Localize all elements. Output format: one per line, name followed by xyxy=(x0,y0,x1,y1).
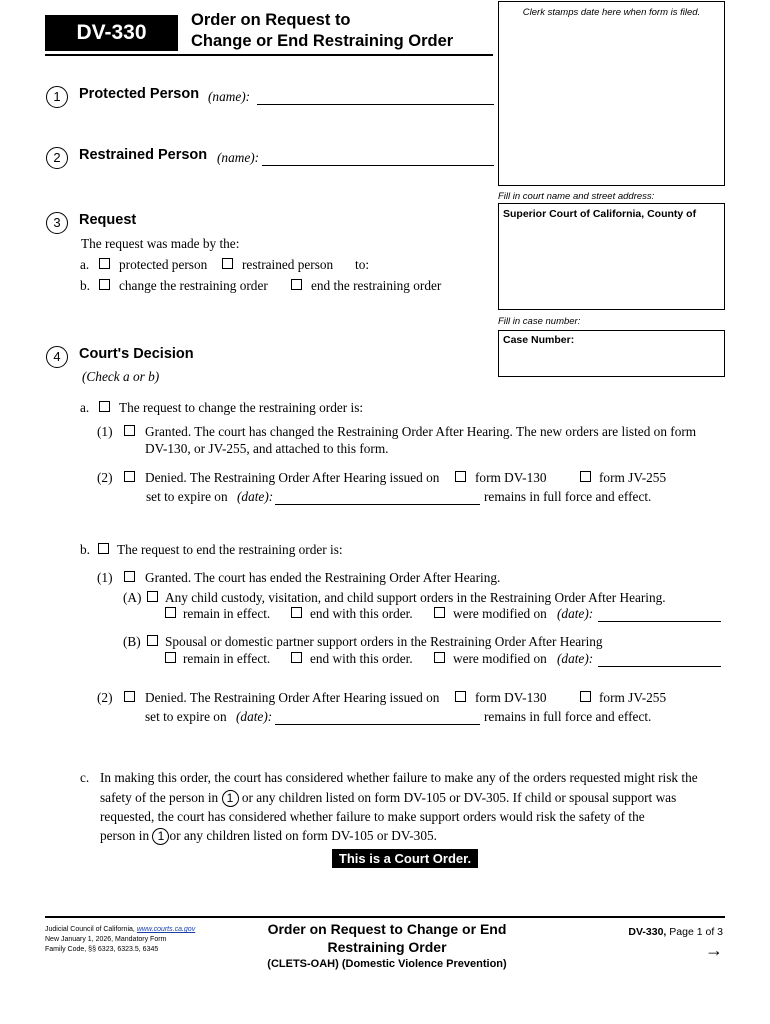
decision-c-line2 xyxy=(100,790,676,807)
decision-bB-end-label: end with this order. xyxy=(310,651,413,666)
protected-person-label: Protected Person xyxy=(79,86,200,102)
decision-b1-granted-text: Granted. The court has ended the Restraining Order After Hearing. xyxy=(145,570,501,585)
court-name-label: Superior Court of California, County of xyxy=(503,208,697,220)
decision-a1-granted-checkbox[interactable] xyxy=(124,425,135,436)
decision-b2-number: (2) xyxy=(97,690,113,705)
decision-a2-dv130-label: form DV-130 xyxy=(475,470,547,485)
footer-revised: New January 1, 2026, Mandatory Form xyxy=(45,936,167,943)
decision-bA-checkbox[interactable] xyxy=(147,591,158,602)
decision-a2-denied-text: Denied. The Restraining Order After Hearing issued on xyxy=(145,470,440,485)
footer-rule xyxy=(45,916,725,918)
protected-person-input[interactable] xyxy=(257,103,494,105)
item-1-reference: 1 xyxy=(222,790,239,807)
decision-a2-jv255-label: form JV-255 xyxy=(599,470,667,485)
form-id-badge: DV-330 xyxy=(45,15,178,51)
item-number-4: 4 xyxy=(46,346,68,368)
decision-b1-granted-checkbox[interactable] xyxy=(124,571,135,582)
decision-a-checkbox[interactable] xyxy=(99,401,110,412)
decision-bB-modified-label: were modified on xyxy=(453,651,547,666)
decision-bA-date-hint: (date): xyxy=(557,606,594,621)
decision-b2-remains: remains in full force and effect. xyxy=(484,709,652,724)
footer-title-line1: Order on Request to Change or End xyxy=(267,921,507,937)
decision-b2-dv130-label: form DV-130 xyxy=(475,690,547,705)
court-order-banner: This is a Court Order. xyxy=(332,849,478,868)
decision-a1-granted-line1: Granted. The court has changed the Restraining Order After Hearing. The new orders are listed on form xyxy=(145,424,697,439)
decision-bB-modified-checkbox[interactable] xyxy=(434,652,445,663)
decision-c-line4-start: person in xyxy=(100,828,150,843)
next-page-arrow-icon[interactable]: → xyxy=(705,940,723,960)
footer-url-link[interactable]: www.courts.ca.gov xyxy=(136,926,196,933)
request-restrained-person-label: restrained person xyxy=(242,257,334,272)
clerk-stamp-box xyxy=(498,1,725,186)
restrained-person-label: Restrained Person xyxy=(79,147,208,163)
request-a-letter: a. xyxy=(80,257,90,272)
clerk-stamp-label: Clerk stamps date here when form is filed. xyxy=(522,7,701,18)
decision-c-line3: requested, the court has considered whether failure to make support orders would risk the safety of the xyxy=(100,809,645,824)
decision-b1-number: (1) xyxy=(97,570,113,585)
decision-b2-expire-label: set to expire on xyxy=(145,709,227,724)
decision-bA-remain-label: remain in effect. xyxy=(183,606,271,621)
courts-decision-subheading: (Check a or b) xyxy=(82,369,160,384)
decision-c-line1: In making this order, the court has considered whether failure to make any of the orders requested might risk the xyxy=(100,770,698,785)
decision-a-letter: a. xyxy=(80,400,90,415)
decision-bB-checkbox[interactable] xyxy=(147,635,158,646)
decision-b2-dv130-checkbox[interactable] xyxy=(455,691,466,702)
decision-c-letter: c. xyxy=(80,770,90,785)
decision-b-checkbox[interactable] xyxy=(98,543,109,554)
decision-b2-jv255-label: form JV-255 xyxy=(599,690,667,705)
decision-bA-label: (A) xyxy=(123,590,142,605)
decision-bB-date-hint: (date): xyxy=(557,651,594,666)
restrained-person-hint: (name): xyxy=(217,150,260,165)
decision-c-line2-start: safety of the person in xyxy=(100,790,219,805)
court-name-caption: Fill in court name and street address: xyxy=(498,191,655,202)
footer-subtitle: (CLETS-OAH) (Domestic Violence Prevention) xyxy=(267,958,507,970)
decision-bB-remain-checkbox[interactable] xyxy=(165,652,176,663)
form-title-line2: Change or End Restraining Order xyxy=(191,32,454,50)
footer-code: Family Code, §§ 6323, 6323.5, 6345 xyxy=(45,946,159,953)
request-change-checkbox[interactable] xyxy=(99,279,110,290)
decision-bA-modified-label: were modified on xyxy=(453,606,547,621)
item-1-reference: 1 xyxy=(152,828,169,845)
decision-bB-remain-label: remain in effect. xyxy=(183,651,271,666)
decision-b2-denied-checkbox[interactable] xyxy=(124,691,135,702)
decision-b-letter: b. xyxy=(80,542,90,557)
decision-a2-expire-label: set to expire on xyxy=(146,489,228,504)
case-number-caption: Fill in case number: xyxy=(498,316,581,327)
decision-c-line2-end: or any children listed on form DV-105 or DV-305. If child or spousal support was xyxy=(241,790,677,805)
footer-title-line2: Restraining Order xyxy=(327,939,447,955)
decision-bA-remain-checkbox[interactable] xyxy=(165,607,176,618)
request-b-letter: b. xyxy=(80,278,90,293)
footer-page-info xyxy=(628,926,723,938)
request-to-label: to: xyxy=(355,257,370,272)
decision-b2-date-input[interactable] xyxy=(275,723,480,725)
decision-bA-end-label: end with this order. xyxy=(310,606,413,621)
decision-a2-date-input[interactable] xyxy=(275,503,480,505)
decision-a2-jv255-checkbox[interactable] xyxy=(580,471,591,482)
decision-c-line4-end: or any children listed on form DV-105 or DV-305. xyxy=(169,828,437,843)
case-number-box[interactable] xyxy=(498,330,725,377)
decision-a2-dv130-checkbox[interactable] xyxy=(455,471,466,482)
decision-a2-date-hint: (date): xyxy=(237,489,274,504)
decision-bB-text: Spousal or domestic partner support orders in the Restraining Order After Hearing xyxy=(165,634,603,649)
decision-bA-text: Any child custody, visitation, and child support orders in the Restraining Order After Hearing. xyxy=(165,590,666,605)
footer-form-id: DV-330, xyxy=(628,926,667,938)
header-rule xyxy=(45,54,493,56)
decision-b2-date-hint: (date): xyxy=(236,709,273,724)
decision-b-text: The request to end the restraining order is: xyxy=(117,542,343,557)
decision-bB-end-checkbox[interactable] xyxy=(291,652,302,663)
protected-person-hint: (name): xyxy=(208,89,251,104)
decision-a1-granted-line2: DV-130, or JV-255, and attached to this form. xyxy=(145,441,389,456)
request-end-label: end the restraining order xyxy=(311,278,442,293)
decision-b2-jv255-checkbox[interactable] xyxy=(580,691,591,702)
request-change-label: change the restraining order xyxy=(119,278,268,293)
court-name-box[interactable] xyxy=(498,203,725,310)
case-number-label: Case Number: xyxy=(503,334,575,346)
request-heading: Request xyxy=(79,212,137,228)
footer-council-name: Judicial Council of California, xyxy=(45,926,135,933)
request-intro: The request was made by the: xyxy=(81,236,240,251)
request-protected-person-label: protected person xyxy=(119,257,208,272)
footer-council xyxy=(45,926,195,933)
decision-a1-number: (1) xyxy=(97,424,113,439)
decision-a2-denied-checkbox[interactable] xyxy=(124,471,135,482)
decision-bA-modified-checkbox[interactable] xyxy=(434,607,445,618)
decision-bA-date-input[interactable] xyxy=(598,620,721,622)
decision-bB-date-input[interactable] xyxy=(598,665,721,667)
decision-a2-number: (2) xyxy=(97,470,113,485)
decision-c-line4 xyxy=(100,828,437,845)
decision-bA-end-checkbox[interactable] xyxy=(291,607,302,618)
decision-bB-label: (B) xyxy=(123,634,141,649)
footer-page-number: Page 1 of 3 xyxy=(669,926,723,938)
decision-a2-remains: remains in full force and effect. xyxy=(484,489,652,504)
decision-a-text: The request to change the restraining order is: xyxy=(119,400,364,415)
item-number-3: 3 xyxy=(46,212,68,234)
courts-decision-heading: Court's Decision xyxy=(79,346,194,362)
decision-b2-denied-text: Denied. The Restraining Order After Hearing issued on xyxy=(145,690,440,705)
request-protected-person-checkbox[interactable] xyxy=(99,258,110,269)
request-end-checkbox[interactable] xyxy=(291,279,302,290)
restrained-person-input[interactable] xyxy=(262,164,494,166)
form-title-line1: Order on Request to xyxy=(191,11,351,29)
item-number-2: 2 xyxy=(46,147,68,169)
item-number-1: 1 xyxy=(46,86,68,108)
request-restrained-person-checkbox[interactable] xyxy=(222,258,233,269)
